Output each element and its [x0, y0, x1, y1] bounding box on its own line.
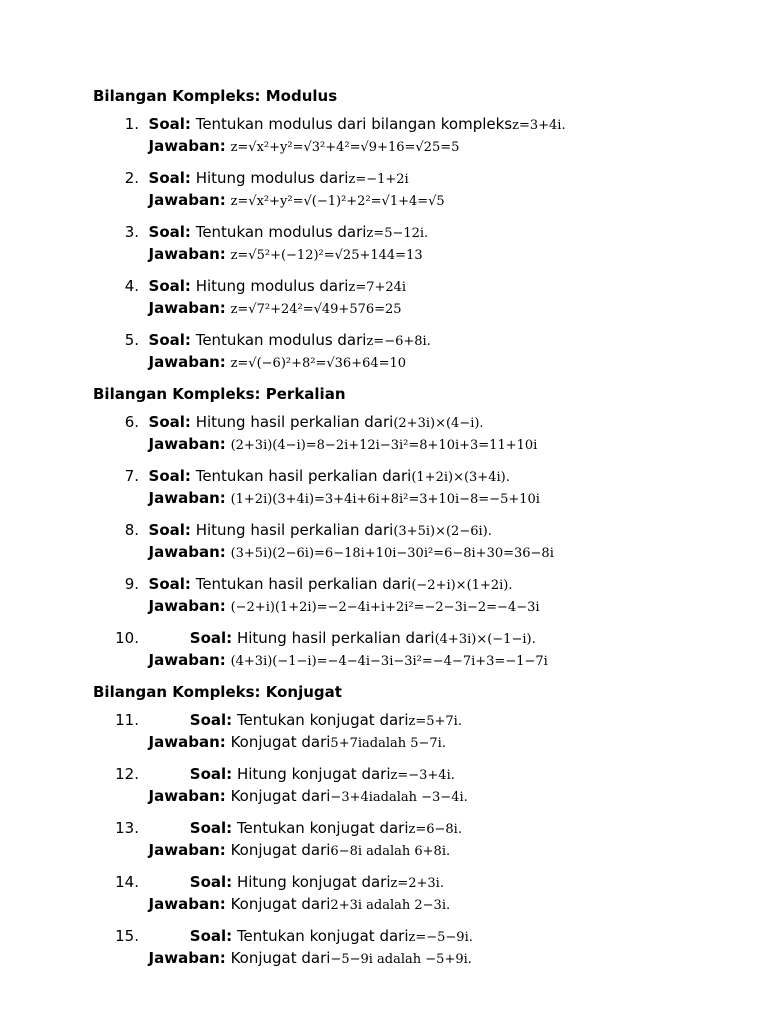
item-number: 12.: [115, 765, 139, 783]
jawaban-label: Jawaban:: [148, 435, 226, 453]
soal-math: z=−6+8i.: [366, 334, 431, 349]
soal-text: Hitung modulus dari: [195, 169, 349, 187]
item-number: 3.: [124, 223, 139, 241]
soal-text: Hitung hasil perkalian dari: [195, 413, 394, 431]
jawaban-math: 6−8i adalah 6+8i.: [330, 844, 451, 859]
soal-label: Soal:: [148, 413, 191, 431]
soal-math: (1+2i)×(3+4i).: [411, 470, 510, 485]
jawaban-math: −5−9i adalah −5+9i.: [330, 952, 472, 967]
jawaban-text: Konjugat dari: [230, 787, 331, 805]
soal-text: Hitung hasil perkalian dari: [195, 521, 394, 539]
problem-item: [93, 168, 768, 212]
soal-label: Soal:: [189, 765, 233, 783]
soal-label: Soal:: [189, 629, 233, 647]
problem-list-konjugat: [93, 710, 768, 970]
jawaban-math: (1+2i)(3+4i)=3+4i+6i+8i²=3+10i−8=−5+10i: [230, 492, 540, 507]
problem-item: [93, 818, 768, 862]
section-title-modulus: Bilangan Kompleks: Modulus: [93, 87, 338, 105]
problem-item: [93, 926, 768, 970]
soal-text: Tentukan konjugat dari: [236, 711, 409, 729]
soal-math: z=6−8i.: [408, 822, 462, 837]
item-number: 7.: [124, 467, 139, 485]
item-number: 6.: [124, 413, 139, 431]
soal-text: Tentukan konjugat dari: [236, 819, 409, 837]
item-number: 14.: [115, 873, 139, 891]
soal-label: Soal:: [148, 169, 191, 187]
soal-label: Soal:: [148, 115, 191, 133]
problem-item: [93, 710, 768, 754]
soal-label: Soal:: [189, 819, 233, 837]
problem-item: [93, 872, 768, 916]
jawaban-math: −3+4iadalah −3−4i.: [330, 790, 468, 805]
soal-math: z=3+4i.: [512, 118, 566, 133]
soal-text: Hitung modulus dari: [195, 277, 349, 295]
jawaban-label: Jawaban:: [148, 597, 226, 615]
jawaban-text: Konjugat dari: [230, 733, 331, 751]
jawaban-math: (−2+i)(1+2i)=−2−4i+i+2i²=−2−3i−2=−4−3i: [230, 600, 540, 615]
jawaban-label: Jawaban:: [148, 489, 226, 507]
problem-item: [93, 466, 768, 510]
item-number: 10.: [115, 629, 139, 647]
soal-text: Tentukan modulus dari: [195, 223, 367, 241]
problem-item: [93, 114, 768, 158]
jawaban-label: Jawaban:: [148, 245, 226, 263]
soal-text: Hitung konjugat dari: [236, 765, 391, 783]
soal-label: Soal:: [148, 223, 191, 241]
jawaban-math: z=√5²+(−12)²=√25+144=13: [230, 248, 423, 263]
jawaban-math: z=√(−6)²+8²=√36+64=10: [230, 356, 407, 371]
soal-math: z=2+3i.: [390, 876, 444, 891]
problem-item: [93, 628, 768, 672]
jawaban-math: (3+5i)(2−6i)=6−18i+10i−30i²=6−8i+30=36−8i: [230, 546, 554, 561]
jawaban-math: 2+3i adalah 2−3i.: [330, 898, 451, 913]
item-number: 4.: [124, 277, 139, 295]
item-number: 9.: [124, 575, 139, 593]
jawaban-label: Jawaban:: [148, 299, 226, 317]
soal-math: z=5−12i.: [366, 226, 429, 241]
jawaban-math: z=√x²+y²=√3²+4²=√9+16=√25=5: [230, 140, 460, 155]
soal-label: Soal:: [148, 575, 191, 593]
soal-text: Tentukan konjugat dari: [236, 927, 409, 945]
soal-label: Soal:: [189, 873, 233, 891]
jawaban-math: (4+3i)(−1−i)=−4−4i−3i−3i²=−4−7i+3=−1−7i: [230, 654, 548, 669]
problem-item: [93, 574, 768, 618]
jawaban-text: Konjugat dari: [230, 949, 331, 967]
jawaban-label: Jawaban:: [148, 353, 226, 371]
jawaban-text: Konjugat dari: [230, 895, 331, 913]
soal-label: Soal:: [148, 277, 191, 295]
jawaban-label: Jawaban:: [148, 191, 226, 209]
jawaban-label: Jawaban:: [148, 543, 226, 561]
soal-text: Hitung hasil perkalian dari: [236, 629, 435, 647]
problem-item: [93, 412, 768, 456]
soal-text: Hitung konjugat dari: [236, 873, 391, 891]
jawaban-label: Jawaban:: [148, 651, 226, 669]
soal-label: Soal:: [148, 521, 191, 539]
item-number: 15.: [115, 927, 139, 945]
soal-math: (3+5i)×(2−6i).: [393, 524, 492, 539]
soal-math: z=−1+2i: [348, 172, 409, 187]
jawaban-math: 5+7iadalah 5−7i.: [330, 736, 446, 751]
soal-label: Soal:: [148, 331, 191, 349]
jawaban-math: (2+3i)(4−i)=8−2i+12i−3i²=8+10i+3=11+10i: [230, 438, 538, 453]
problem-item: [93, 276, 768, 320]
jawaban-label: Jawaban:: [148, 841, 226, 859]
section-title-perkalian: Bilangan Kompleks: Perkalian: [93, 385, 346, 403]
soal-math: z=5+7i.: [408, 714, 462, 729]
soal-label: Soal:: [148, 467, 191, 485]
jawaban-label: Jawaban:: [148, 733, 226, 751]
jawaban-math: z=√7²+24²=√49+576=25: [230, 302, 402, 317]
item-number: 8.: [124, 521, 139, 539]
problem-list-modulus: [93, 114, 768, 374]
problem-item: [93, 764, 768, 808]
jawaban-label: Jawaban:: [148, 787, 226, 805]
item-number: 1.: [124, 115, 139, 133]
jawaban-math: z=√x²+y²=√(−1)²+2²=√1+4=√5: [230, 194, 445, 209]
section-title-konjugat: Bilangan Kompleks: Konjugat: [93, 683, 342, 701]
jawaban-text: Konjugat dari: [230, 841, 331, 859]
soal-text: Tentukan modulus dari bilangan kompleks: [195, 115, 513, 133]
soal-math: (4+3i)×(−1−i).: [434, 632, 536, 647]
soal-text: Tentukan hasil perkalian dari: [195, 467, 412, 485]
problem-list-perkalian: [93, 412, 768, 672]
item-number: 5.: [124, 331, 139, 349]
problem-item: [93, 222, 768, 266]
soal-math: z=7+24i: [348, 280, 407, 295]
problem-item: [93, 520, 768, 564]
jawaban-label: Jawaban:: [148, 137, 226, 155]
item-number: 2.: [124, 169, 139, 187]
problem-item: [93, 330, 768, 374]
jawaban-label: Jawaban:: [148, 895, 226, 913]
soal-math: z=−3+4i.: [390, 768, 455, 783]
soal-text: Tentukan hasil perkalian dari: [195, 575, 412, 593]
item-number: 13.: [115, 819, 139, 837]
soal-label: Soal:: [189, 711, 233, 729]
soal-label: Soal:: [189, 927, 233, 945]
item-number: 11.: [115, 711, 139, 729]
soal-math: (2+3i)×(4−i).: [393, 416, 484, 431]
soal-text: Tentukan modulus dari: [195, 331, 367, 349]
jawaban-label: Jawaban:: [148, 949, 226, 967]
soal-math: (−2+i)×(1+2i).: [411, 578, 513, 593]
soal-math: z=−5−9i.: [408, 930, 473, 945]
